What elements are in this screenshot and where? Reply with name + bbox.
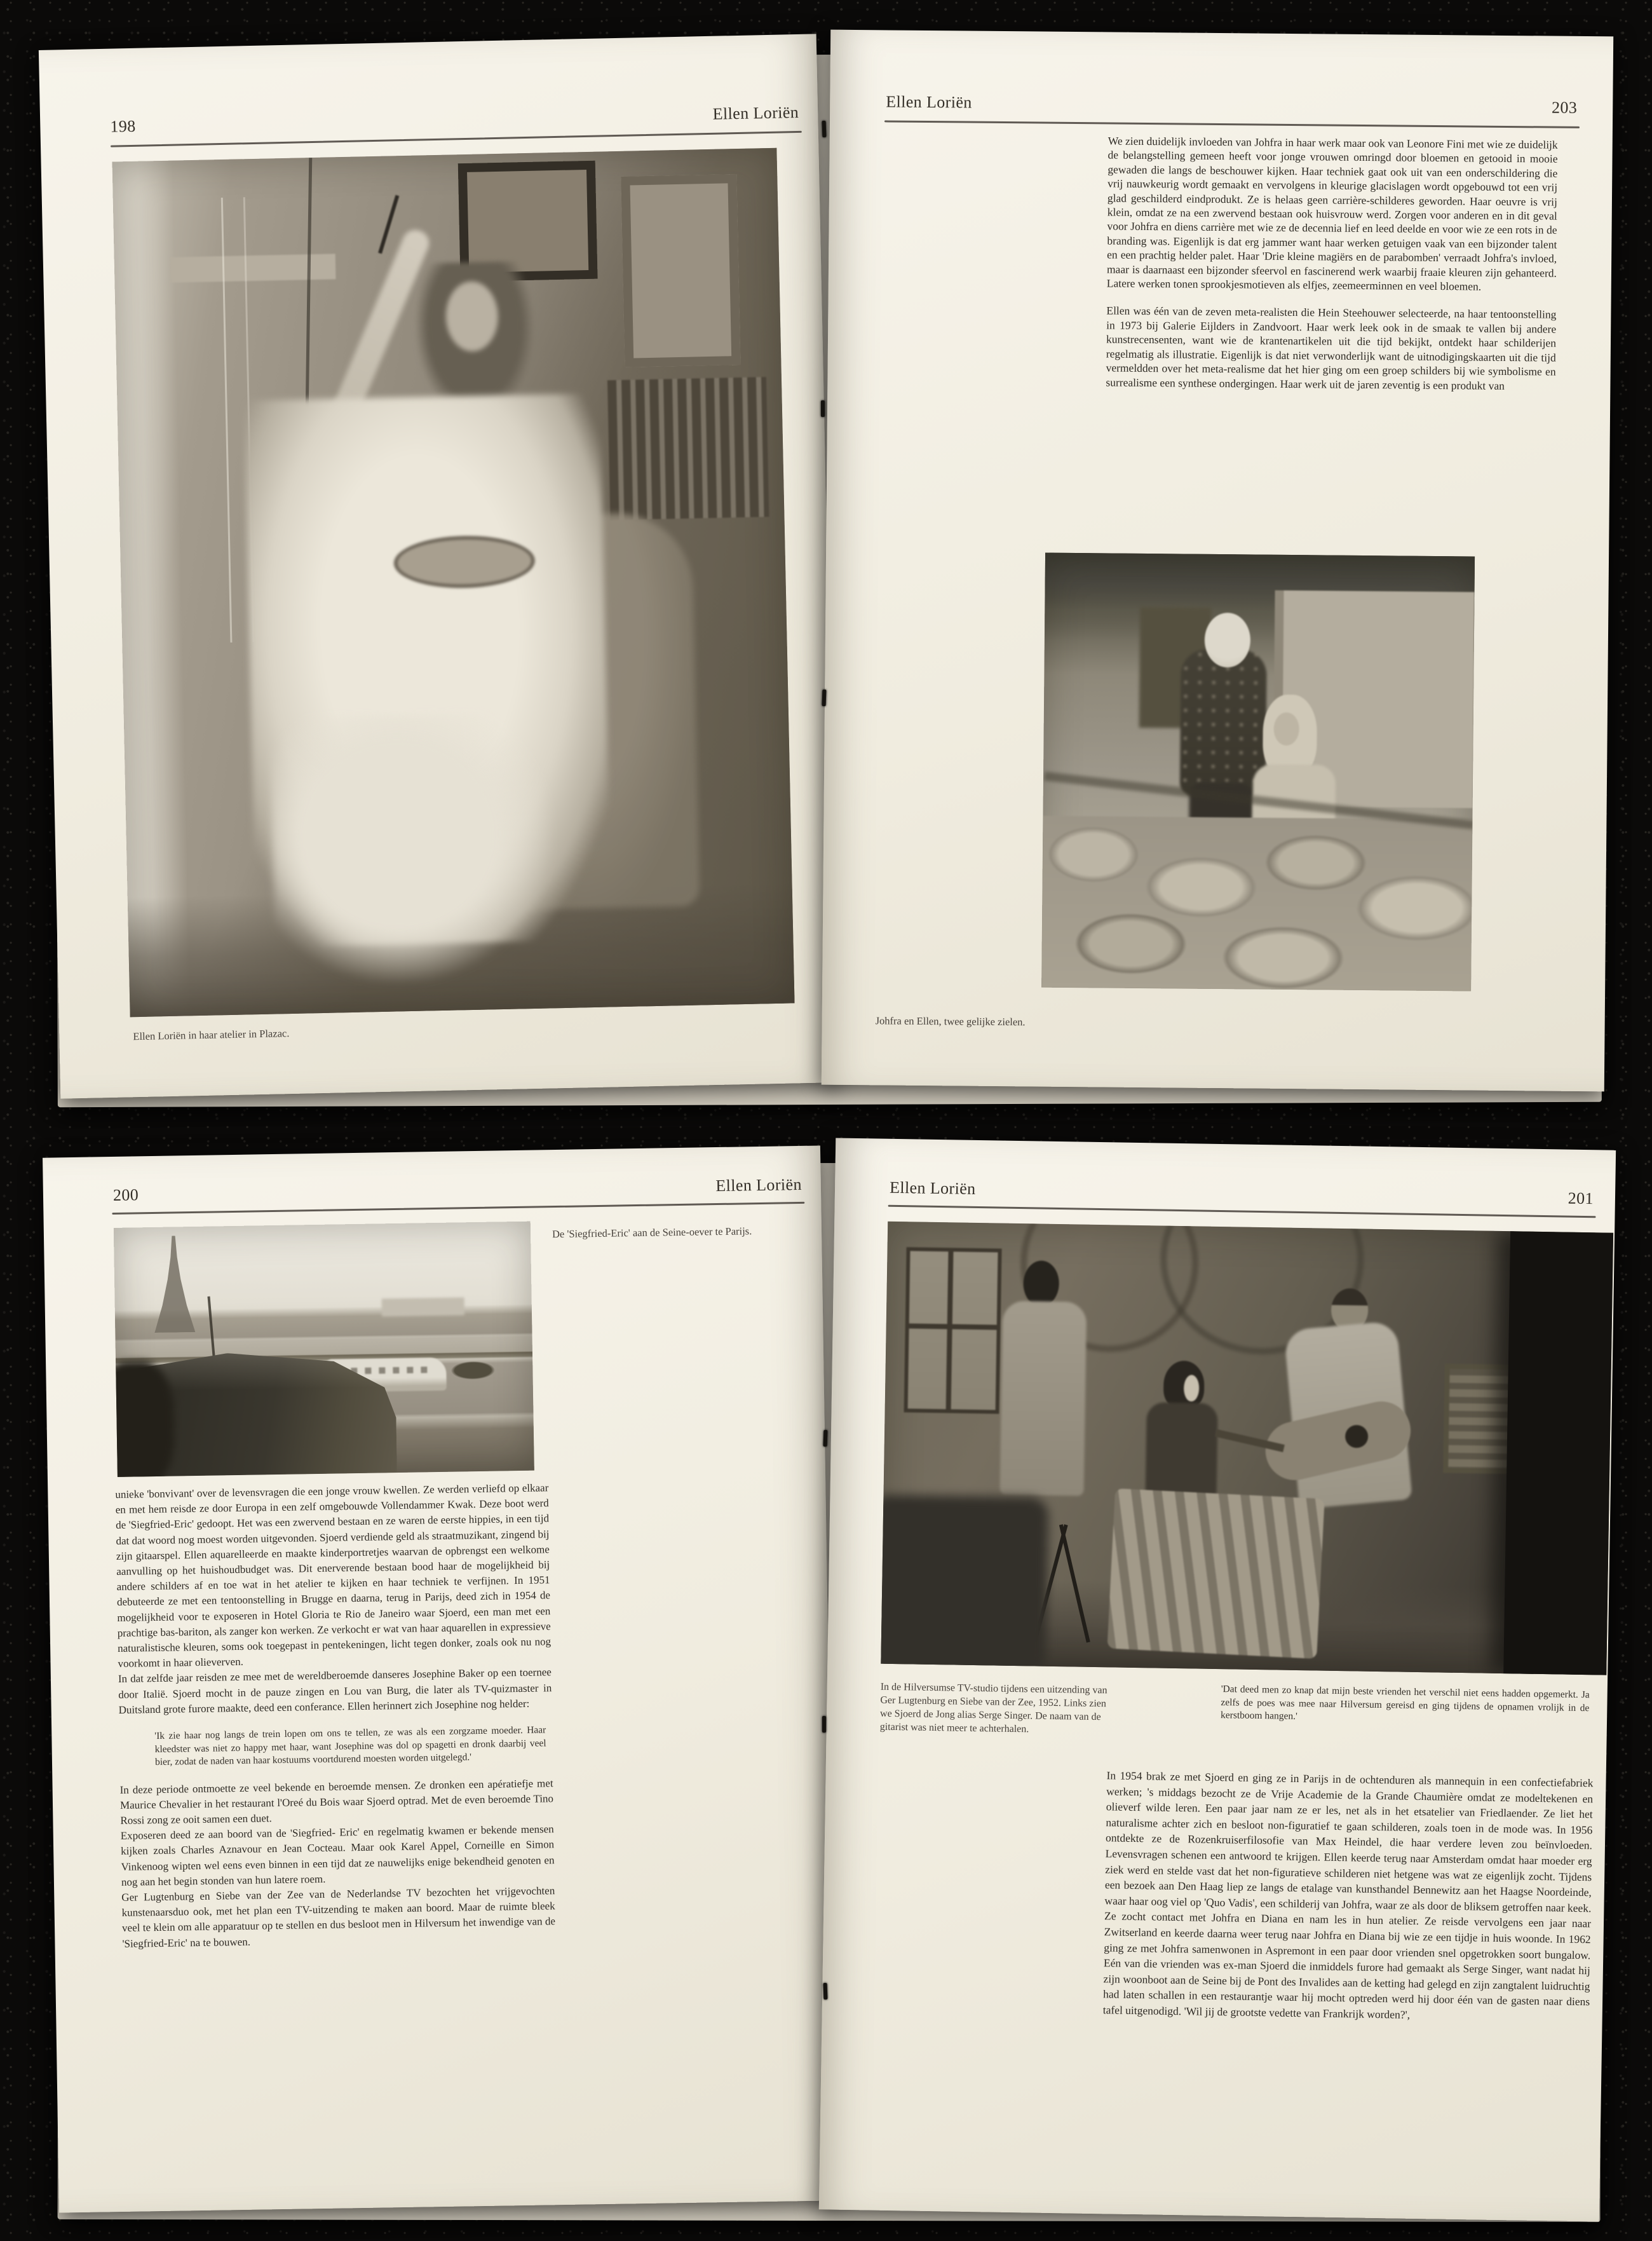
- page-number: 203: [1551, 98, 1578, 117]
- paint-brush: [378, 195, 399, 254]
- body-text-column: [1103, 1768, 1594, 2025]
- foliage-corner: [114, 1361, 175, 1477]
- white-dress-folds: [270, 712, 555, 984]
- running-header: Ellen Loriën: [889, 1178, 976, 1198]
- photo-johfra-en-ellen: [1041, 553, 1475, 991]
- header-rule: [888, 1205, 1596, 1218]
- johfra-head-white-beard: [1205, 613, 1251, 668]
- page-number: 201: [1567, 1189, 1594, 1208]
- photo-caption: Johfra en Ellen, twee gelijke zielen.: [875, 1014, 1026, 1028]
- atelier-bookshelf: [607, 377, 769, 520]
- window-mullion: [905, 1323, 1001, 1330]
- atelier-radio-dial: [170, 254, 336, 282]
- paragraph: Ellen was één van de zeven meta-realisten die Hein Steehouwer selecteerde, na haar tentoonstelling in 1973 bij Galerie Eijlders in Zandvoort. Haar werk leek ook in de smaak te vallen bij andere kunstrecensenten, want wie de krantenartikelen uit die tijd bekijkt, ontdekt haar schilderijen regelmatig als illustratie. Eigenlijk is dat niet verwonderlijk want de uitnodigingskaarten uit die tijd vermeldden over het meta-realisme dat het hier ging om een groep schilders bij wie symbolisme en surrealisme een synthese ondergingen. Haar werk uit de jaren zeventig is een produkt van: [1106, 304, 1557, 392]
- paragraph: Ger Lugtenburg en Siebe van der Zee van de Nederlandse TV bezochten het vrijgevochten kunstenaarsduo ook, met het plan een TV-uitzending te maken aan boord. Maar de ruimte bleek veel te klein om alle apparatuur op te stellen en dus besloot men in Hilversum het inwendige van de 'Siegfried-Eric' na te bouwen.: [121, 1884, 556, 1950]
- riverside-buildings: [382, 1297, 464, 1316]
- pull-quote: 'Ik zie haar nog langs de trein lopen om ons te tellen, ze was als een zorgzame moeder. Haar kleedster was niet zo happy met haar, want Josephine was dol op spagetti en dronk daarbij veel bier, zodat de naden van haar kostuums voortdurend moesten worden uitgelegd.': [154, 1724, 546, 1768]
- binding-staple: [823, 1430, 828, 1447]
- photo-ellen-atelier: [112, 148, 795, 1018]
- header-rule: [884, 120, 1580, 128]
- stone-wall-foreground: [1041, 816, 1472, 991]
- studio-window: [904, 1247, 1002, 1413]
- standing-man-body: [1000, 1301, 1087, 1496]
- page-number: 198: [110, 116, 136, 136]
- eiffel-tower-silhouette: [153, 1236, 195, 1333]
- header-rule: [112, 1202, 804, 1215]
- atelier-frame-right: [621, 174, 740, 367]
- johfra-body: [1180, 650, 1267, 796]
- stool-leg: [1059, 1524, 1090, 1642]
- photo-caption: Ellen Loriën in haar atelier in Plazac.: [133, 1027, 290, 1043]
- ellen-face: [1273, 712, 1299, 746]
- paragraph: In dat zelfde jaar reisden ze mee met de wereldberoemde danseres Josephine Baker op een toernee door Italië. Sjoerd mocht in de pauze zingen en Lou van Burg, die later als TV-quizmaster in Duitsland grote furore maakte, deed een conferance. Ellen herinnert zich Josephine nog helder:: [118, 1666, 552, 1716]
- page-203: [822, 30, 1613, 1092]
- running-header: Ellen Loriën: [886, 92, 972, 112]
- page-200: [43, 1145, 837, 2212]
- running-header: Ellen Loriën: [712, 102, 799, 123]
- body-text-column: [115, 1480, 555, 1951]
- binding-staple: [822, 121, 827, 137]
- binding-staple: [822, 690, 827, 706]
- photo-siegfried-eric-seine: [114, 1222, 534, 1477]
- paragraph: We zien duidelijk invloeden van Johfra in haar werk maar ook van Leonore Fini met wie ze duidelijk de belangstelling gemeen heeft voor jonge vrouwen omringd door bloemen en getooid in mooie gewaden die langs de beschouwer kijken. Haar techniek gaat ook uit van een onderschildering die vrij nauwkeurig wordt gemaakt en vervolgens in kleurige glacislagen wordt opgebouwd tot een vrij glad geschilderd eindprodukt. Ze is helaas geen carrière-schilderes geworden. Haar oeuvre is vrij klein, omdat ze na een zwervend bestaan ook huisvrouw werd. Zorgen voor anderen en in dit geval voor Johfra en diens carrière met wie ze de decennia lief en leed deelde en voor wie ze een rots in de branding was. Eigenlijk is dat erg jammer want haar werken getuigen vaak van een bijzonder talent en een prachtig helder palet. Haar 'Drie kleine magiërs en de parabomben' verraadt Johfra's invloed, maar is daarnaast een bijzonder sfeervol en fascinerend werk waarbij fraaie kleuren zijn gehanteerd. Latere werken tonen sprookjesmotieven als elfjes, zeemeerminnen en veel bloemen.: [1106, 134, 1558, 293]
- paragraph: In 1954 brak ze met Sjoerd en ging ze in Parijs in de ochtenduren als mannequin in een confectiefabriek werken; 's middags bezocht ze de Vrije Academie de la Grande Chaumière omdat ze modeltekenen en olieverf wilde leren. Een paar jaar nam ze er les, net als in het etsatelier van Friedlaender. Ze liet het naturalisme achter zich en besloot non-figuratief te gaan schilderen, zoals toen in de mode was. In 1956 ontdekte ze de Rozenkruiserfilosofie van Max Heindel, die haar verdere leven zou beïnvloeden. Levensvragen schenen een antwoord te krijgen. Ellen keerde terug naar Amsterdam omdat haar moeder erg ziek werd en stelde vast dat het non-figuratieve schilderen niet hetgene was wat ze eigenlijk zocht. Tijdens een bezoek aan Den Haag liep ze langs de etalage van kunsthandel Bennewitz aan het Haagse Noordeinde, waar haar oog viel op 'Quo Vadis', een schilderij van Johfra, waar ze als door de bliksem getroffen naar keek. Ze zocht contact met Johfra en Diana en nam les in hun atelier. Ze reisde vervolgens een jaar naar Zwitserland en keerde daarna weer terug naar Johfra en Diana bij wie ze een tijdje in huis woonde. In 1962 ging ze met Johfra samenwonen in Aspremont in een paar door vrienden snel opgetrokken soort bungalow. Eén van die vrienden was ex-man Sjoerd die inmiddels furore had gemaakt als Serge Singer, want nadat hij zijn woonboot aan de Seine bij de Pont des Invalides aan de ketting had gelegd en zijn zangtalent luidruchtig had laten schallen in een restaurantje waar hij mocht optreden werd hij door één van de gasten naar diens tafel uitgenodigd. 'Wil jij de grootste vedette van Frankrijk worden?',: [1102, 1769, 1594, 2021]
- binding-staple: [823, 1983, 828, 1999]
- paragraph: In deze periode ontmoette ze veel bekende en beroemde mensen. Ze dronken een apératiefje met Maurice Chevalier in het restaurant l'Oreé du Bois waar Sjoerd optrad. Met de even beroemde Tino Rossi zong ze ooit samen een duet.: [119, 1776, 554, 1827]
- atelier-radio: [154, 232, 355, 345]
- pull-quote: 'Dat deed men zo knap dat mijn beste vrienden het verschil niet eens hadden opgemerkt. Ja zelfs de poes was mee naar Hilversum gereisd en ging tijdens de opnamen vrolijk in de kerstboom hangen.': [1220, 1684, 1590, 1722]
- page-number: 200: [112, 1185, 139, 1204]
- paragraph: Exposeren deed ze aan boord van de 'Siegfried- Eric' en regelmatig kwamen er bekende mensen kijken zoals Charles Aznavour en Jean Cocteau. Maar ook Karel Appel, Corneille en Simon Vinkenoog wipten wel eens even binnen in een tijd dat ze nauwelijks enige bekendheid genoten en nog aan het begin stonden van hun latere roem.: [120, 1823, 555, 1888]
- page-198: [39, 34, 838, 1098]
- photo-tv-studio: [881, 1222, 1613, 1675]
- dark-foreground: [881, 1494, 1048, 1675]
- body-text-column: [1106, 133, 1557, 393]
- page-201: [819, 1138, 1616, 2221]
- window-mullion: [946, 1248, 954, 1413]
- guitar-soundhole: [1343, 1423, 1371, 1450]
- binding-staple: [822, 1716, 826, 1733]
- paragraph: unieke 'bonvivant' over de levensvragen die een jonge vrouw kwellen. Ze werden verliefd op elkaar en met hem reisde ze door Europa in een zelf omgebouwde Vollendammer Kwak. Deze boot werd de 'Siegfried-Eric' gedoopt. Het was een zwervend bestaan en ze waren de eerste hippies, in een tijd dat dat woord nog moest worden uitgevonden. Sjoerd verdiende geld als straatmuzikant, zingend bij zijn gitaarspel. Ellen aquarelleerde en maakte kinderportretjes waarvan de opbrengst een welkome aanvulling op het huishoudbudget was. Dit enerverende bestaan bood haar de mogelijkheid bij andere schilders af en toe wat in het atelier te kijken en haar techniek te verfijnen. In 1951 debuteerde ze met een tentoonstelling in Brugge en daarna, terug in Parijs, deed zich in 1954 de mogelijkheid voor te exposeren in Hotel Gloria te Rio de Janeiro waar Sjoerd, een man met een prachtige bas-bariton, als zanger kon werken. Ze verkocht er wat van haar aquarellen in expressieve naturalistische kleuren, soms ook toegepast in pentekeningen, licht tegen donker, zoals ook nu nog voorkomt in haar olieverven.: [115, 1482, 552, 1670]
- tv-camera-silhouette: [1503, 1231, 1613, 1675]
- binding-staple: [821, 400, 825, 417]
- photo-caption: In de Hilversumse TV-studio tijdens een uitzending van Ger Lugtenburg en Siebe van der Zee, 1952. Links zien we Sjoerd de Jong alias Serge Singer. De naam van de gitarist was niet meer te achterhalen.: [879, 1681, 1107, 1735]
- photo-caption: De 'Siegfried-Eric' aan de Seine-oever te Parijs.: [552, 1225, 752, 1241]
- cloth-covered-table: [1107, 1488, 1324, 1659]
- running-header: Ellen Loriën: [715, 1175, 802, 1195]
